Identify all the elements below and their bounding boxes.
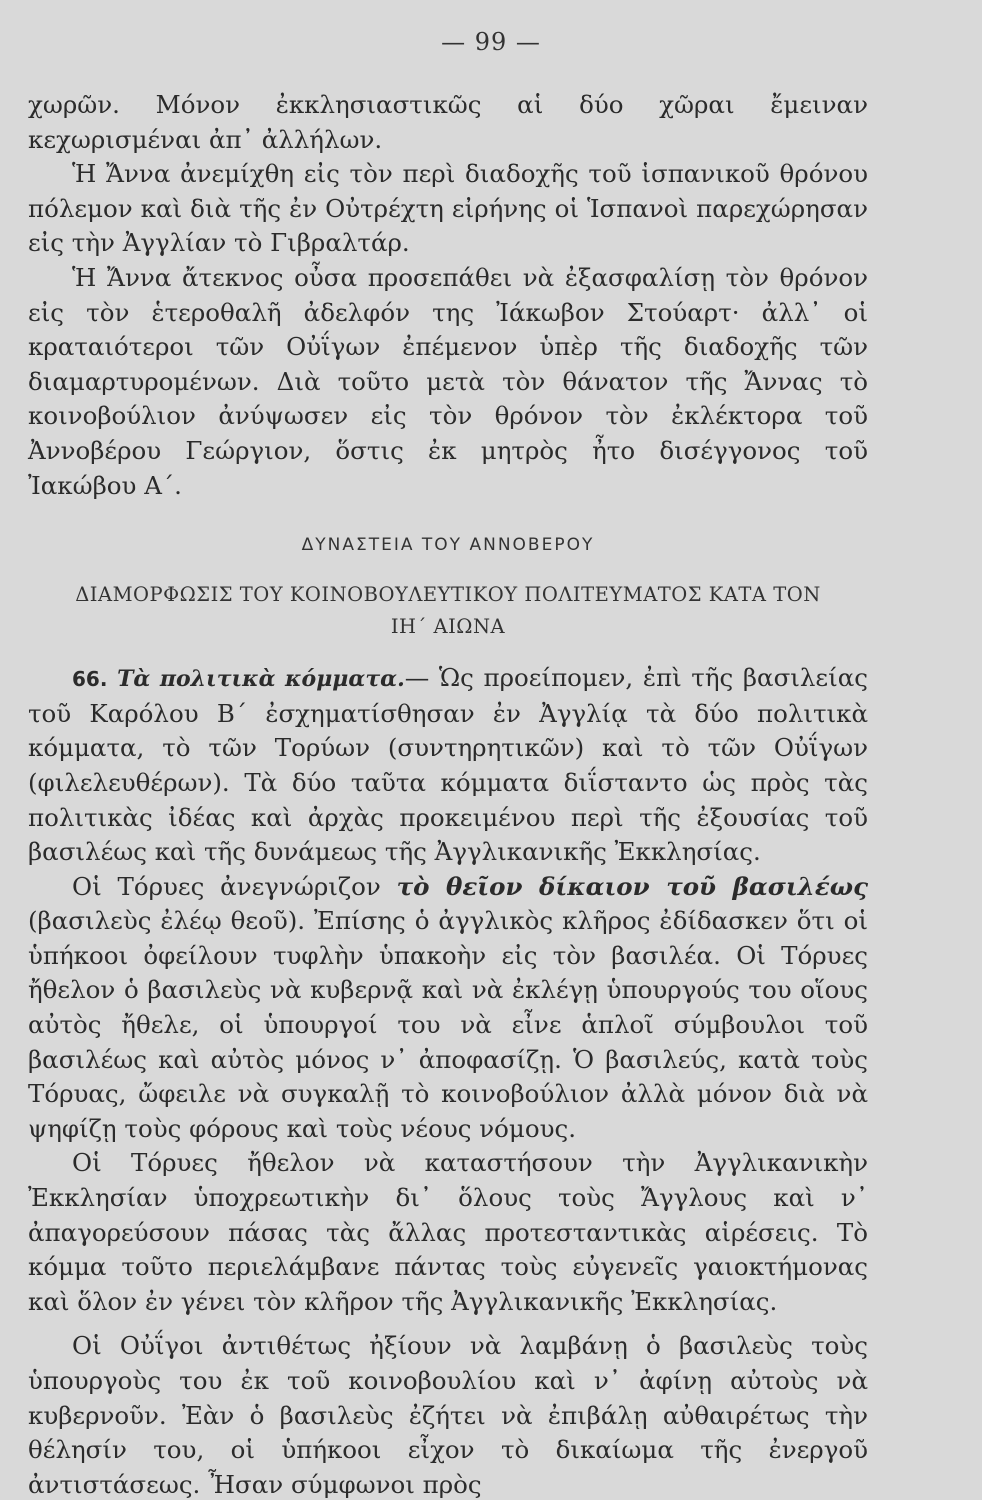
tories-text-start: Οἱ Τόρυες ἀνεγνώριζον [72,871,381,901]
article-paragraph-church: Οἱ Τόρυες ἤθελον νὰ καταστήσουν τὴν Ἀγγλικανικὴν Ἐκκλησίαν ὑποχρεωτικὴν δι᾽ ὅλους τοὺς Ἄγγλους καὶ ν᾽ ἀπαγορεύσουν πάσας τὰς ἄλλας προτεσταντικὰς αἱρέσεις. Τὸ κόμμα τοῦτο περιελάμβανε πάντας τοὺς εὐγενεῖς γαιοκτήμονας καὶ ὅλον ἐν γένει τὸν κλῆρον τῆς Ἀγγλικανικῆς Ἐκκλησίας. [28,1148,868,1316]
article-paragraph-whigs: Οἱ Οὐΐγοι ἀντιθέτως ἠξίουν νὰ λαμβάνῃ ὁ βασιλεὺς τοὺς ὑπουργοὺς του ἐκ τοῦ κοινοβουλίου καὶ ν᾽ ἀφίνῃ αὐτοὺς νὰ κυβερνοῦν. Ἐὰν ὁ βασιλεὺς ἐζήτει νὰ ἐπιβάλῃ αὐθαιρέτως τὴν θέλησίν του, οἱ ὑπήκοοι εἶχον τὸ δικαίωμα τῆς ἐνεργοῦ ἀντιστάσεως. Ἦσαν σύμφωνοι πρὸς [28,1331,868,1499]
paragraph-anna-succession: Ἡ Ἄννα ἄτεκνος οὖσα προσεπάθει νὰ ἐξασφαλίσῃ τὸν θρόνον εἰς τὸν ἑτεροθαλῆ ἀδελφόν της Ἰάκωβον Στούαρτ· ἀλλ᾽ οἱ κραταιότεροι τῶν Οὐΐγων ἐπέμενον ὑπὲρ τῆς διαδοχῆς τῶν διαμαρτυρομένων. Διὰ τοῦτο μετὰ τὸν θάνατον τῆς Ἄννας τὸ κοινοβούλιον ἀνύψωσεν εἰς τὸν θρόνον τὸν ἐκλέκτορα τοῦ Ἀννοβέρου Γεώργιον, ὅστις ἐκ μητρὸς ἦτο δισέγγονος τοῦ Ἰακώβου Α΄. [28,262,868,500]
tories-text-rest: (βασιλεὺς ἐλέῳ θεοῦ). Ἐπίσης ὁ ἀγγλικὸς κλῆρος ἐδίδασκεν ὅτι οἱ ὑπήκοοι ὀφείλουν τυφλὴν ὑπακοὴν εἰς τὸν βασιλέα. Οἱ Τόρυες ἤθελον ὁ βασιλεὺς νὰ κυβερνᾷ καὶ νὰ ἐκλέγῃ ὑπουργούς του οἵους αὐτὸς ἤθελε, οἱ ὑπουργοί του νὰ εἶνε ἁπλοῖ σύμβουλοι τοῦ βασιλέως καὶ αὐτὸς μόνος ν᾽ ἀποφασίζῃ. Ὁ βασιλεύς, κατὰ τοὺς Τόρυας, ὤφειλε νὰ συγκαλῇ τὸ κοινοβούλιον ἀλλὰ μόνον διὰ νὰ ψηφίζῃ τοὺς φόρους καὶ τοὺς νέους νόμους. [28,906,868,1143]
article-paragraph-1-text: Ὡς προείπομεν, ἐπὶ τῆς βασιλείας τοῦ Καρόλου Β΄ ἐσχηματίσθησαν ἐν Ἀγγλίᾳ τὰ δύο πολιτικὰ κόμματα, τὸ τῶν Τορύων (συντηρητικῶν) καὶ τὸ τῶν Οὐΐγων (φιλελευθέρων). Τὰ δύο ταῦτα κόμματα διΐσταντο ὡς πρὸς τὰς πολιτικὰς ἰδέας καὶ ἀρχὰς προκειμένου περὶ τῆς ἐξουσίας τοῦ βασιλέως καὶ τῆς δυνάμεως τῆς Ἀγγλικανικῆς Ἐκκλησίας. [28,663,868,867]
page-body [28,88,868,1500]
section-subtitle-line-1: ΔΙΑΜΟΡΦΩΣΙΣ ΤΟΥ ΚΟΙΝΟΒΟΥΛΕΥΤΙΚΟΥ ΠΟΛΙΤΕΥΜΑΤΟΣ ΚΑΤΑ ΤΟΝ [75,583,821,607]
section-title: ΔΥΝΑΣΤΕΙΑ ΤΟΥ ΑΝΝΟΒΕΡΟΥ [301,535,595,556]
divine-right-emphasis: τὸ θεῖον δίκαιον τοῦ βασιλέως [396,871,868,901]
article-dash: — [404,663,430,693]
paragraph-continuation: χωρῶν. Μόνον ἐκκλησιαστικῶς αἱ δύο χῶραι ἔμειναν κεχωρισμέναι ἀπ᾽ ἀλλήλων. [28,90,868,154]
article-paragraph-intro [28,661,868,870]
paragraph-anna-war: Ἡ Ἄννα ἀνεμίχθη εἰς τὸν περὶ διαδοχῆς τοῦ ἱσπανικοῦ θρόνου πόλεμον καὶ διὰ τῆς ἐν Οὐτρέχτη εἰρήνης οἱ Ἱσπανοὶ παρεχώρησαν εἰς τὴν Ἀγγλίαν τὸ Γιβραλτάρ. [28,159,868,258]
article-heading: Τὰ πολιτικὰ κόμματα. [117,666,405,693]
page-number: — 99 — [441,28,541,56]
article-number: 66. [72,667,108,692]
section-subtitle-line-2: ΙΗ΄ ΑΙΩΝΑ [390,615,506,639]
article-paragraph-tories [28,870,868,1147]
section-subtitle [28,579,868,643]
